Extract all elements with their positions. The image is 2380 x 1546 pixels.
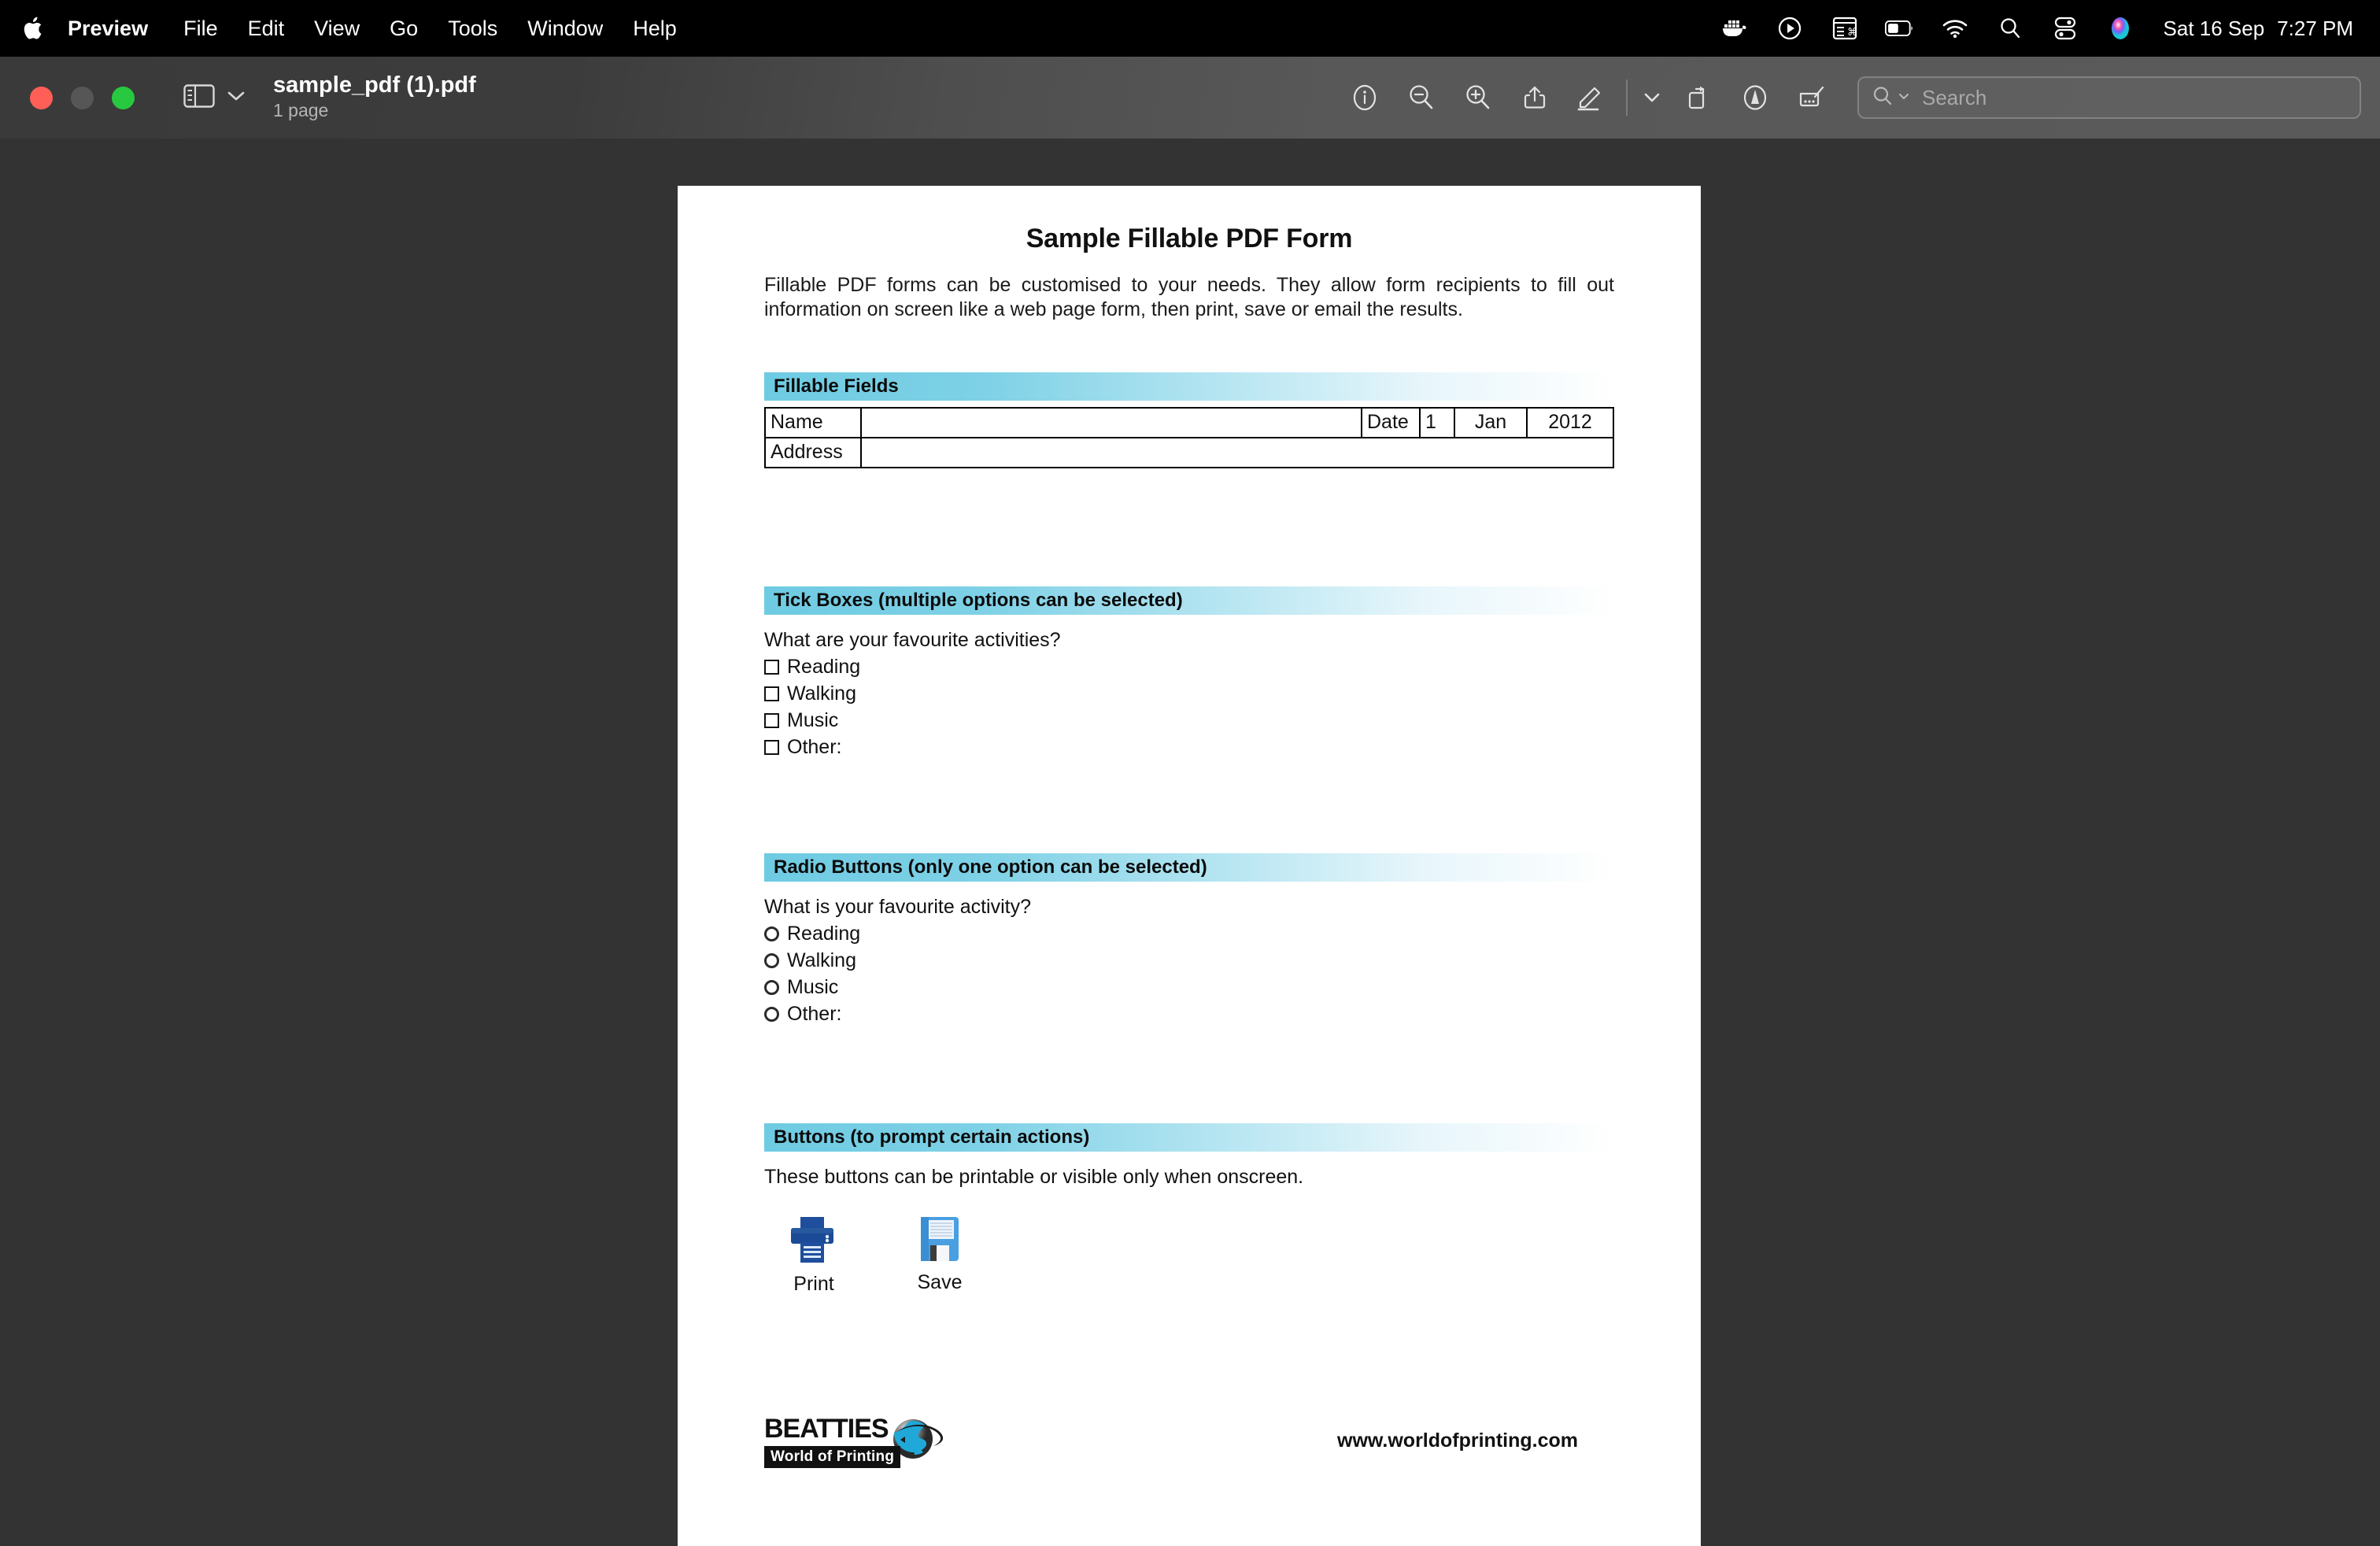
floppy-disk-icon	[918, 1252, 962, 1266]
rotate-icon[interactable]	[1670, 69, 1727, 126]
menu-item-help[interactable]: Help	[633, 17, 677, 40]
section-header-buttons: Buttons (to prompt certain actions)	[764, 1123, 1614, 1152]
checkbox-label-walking: Walking	[787, 682, 856, 705]
checkbox-label-reading: Reading	[787, 655, 861, 678]
checkbox-option-reading[interactable]	[764, 656, 1614, 679]
window-subtitle: 1 page	[273, 99, 329, 120]
cell-label-address: Address	[765, 438, 861, 468]
section-header-tick-boxes: Tick Boxes (multiple options can be selected)	[764, 586, 1614, 615]
save-button-label: Save	[917, 1270, 963, 1293]
checkbox-option-music[interactable]	[764, 709, 1614, 732]
checkbox-label-other: Other:	[787, 735, 842, 758]
cell-label-date: Date	[1362, 408, 1420, 438]
radio-label-music: Music	[787, 975, 839, 998]
section-radio-buttons	[741, 853, 1638, 1026]
radio-icon[interactable]	[764, 953, 779, 968]
svg-text:⌘: ⌘	[1846, 26, 1857, 38]
menu-item-preview[interactable]: Preview	[68, 17, 149, 40]
window-controls	[30, 87, 135, 109]
spotlight-search-icon[interactable]	[1995, 13, 2025, 43]
siri-icon[interactable]	[2105, 13, 2135, 43]
menu-item-edit[interactable]: Edit	[247, 17, 285, 40]
input-name[interactable]	[861, 408, 1362, 438]
fillable-fields-table	[764, 407, 1614, 468]
checkbox-label-music: Music	[787, 708, 839, 731]
print-button[interactable]	[777, 1215, 851, 1296]
radio-label-reading: Reading	[787, 922, 861, 945]
markup-pen-icon[interactable]	[1563, 69, 1620, 126]
page-title: Sample Fillable PDF Form	[1026, 224, 1353, 253]
sidebar-toggle-button[interactable]	[183, 83, 245, 113]
signature-icon[interactable]	[1783, 69, 1840, 126]
info-icon[interactable]	[1336, 69, 1393, 126]
sidebar-icon	[183, 83, 215, 113]
checkbox-icon[interactable]	[764, 713, 779, 728]
menu-bar-status-area	[1720, 13, 2360, 43]
toolbar-separator	[1626, 80, 1628, 116]
radio-label-walking: Walking	[787, 949, 856, 971]
radio-option-walking[interactable]	[764, 949, 1614, 972]
menu-bar-left	[20, 0, 692, 57]
control-center-icon[interactable]	[2050, 13, 2080, 43]
section-buttons	[741, 1123, 1638, 1296]
section-tick-boxes	[741, 586, 1638, 759]
window-title-block	[273, 72, 476, 122]
radio-icon[interactable]	[764, 1007, 779, 1022]
input-address[interactable]	[861, 438, 1613, 468]
checkbox-icon[interactable]	[764, 686, 779, 701]
menu-item-go[interactable]: Go	[390, 17, 419, 40]
menu-bar-time: 7:27 PM	[2277, 16, 2353, 40]
toolbar	[1336, 69, 2380, 126]
radio-option-other[interactable]	[764, 1003, 1614, 1026]
checkbox-icon[interactable]	[764, 740, 779, 755]
zoom-button[interactable]	[112, 87, 135, 109]
radio-icon[interactable]	[764, 980, 779, 995]
document-footer	[741, 1414, 1638, 1468]
cell-label-name: Name	[765, 408, 861, 438]
checkbox-option-walking[interactable]	[764, 682, 1614, 705]
logo-secondary-text: World of Printing	[764, 1446, 900, 1468]
printer-icon	[788, 1254, 840, 1267]
radio-label-other: Other:	[787, 1002, 842, 1025]
footer-url: www.worldofprinting.com	[1337, 1429, 1578, 1452]
question-radio-buttons: What is your favourite activity?	[764, 895, 1032, 918]
search-scope-chevron-down-icon[interactable]	[1898, 91, 1909, 105]
input-date-month[interactable]: Jan	[1454, 408, 1527, 438]
search-input-placeholder[interactable]: Search	[1922, 85, 1987, 109]
menu-item-window[interactable]: Window	[527, 17, 604, 40]
menu-item-file[interactable]: File	[183, 17, 218, 40]
print-button-label: Print	[793, 1272, 834, 1295]
search-field[interactable]	[1857, 76, 2361, 119]
search-icon	[1872, 85, 1894, 111]
table-row-address	[765, 438, 1613, 468]
table-row-name	[765, 408, 1613, 438]
beatties-logo	[764, 1414, 949, 1468]
share-icon[interactable]	[1506, 69, 1563, 126]
checkbox-option-other[interactable]	[764, 736, 1614, 759]
preview-window	[0, 57, 2380, 1546]
shortcuts-window-icon[interactable]	[1830, 13, 1860, 43]
wifi-icon[interactable]	[1940, 13, 1970, 43]
window-titlebar	[0, 57, 2380, 139]
input-date-day[interactable]: 1	[1420, 408, 1454, 438]
zoom-out-icon[interactable]	[1393, 69, 1450, 126]
minimize-button[interactable]	[71, 87, 94, 109]
window-title: sample_pdf (1).pdf	[273, 72, 476, 98]
play-circle-icon[interactable]	[1775, 13, 1805, 43]
annotate-icon[interactable]	[1727, 69, 1783, 126]
menu-item-view[interactable]: View	[314, 17, 360, 40]
section-fillable-fields	[741, 372, 1638, 468]
save-button[interactable]	[903, 1215, 977, 1296]
radio-option-music[interactable]	[764, 976, 1614, 999]
radio-icon[interactable]	[764, 926, 779, 941]
menu-bar-date: Sat 16 Sep	[2163, 16, 2265, 40]
menu-bar-clock[interactable]	[2164, 17, 2353, 41]
zoom-in-icon[interactable]	[1450, 69, 1506, 126]
logo-primary-text: BEATTIES	[764, 1413, 889, 1444]
checkbox-icon[interactable]	[764, 660, 779, 675]
close-button[interactable]	[30, 87, 53, 109]
input-date-year[interactable]: 2012	[1527, 408, 1613, 438]
section-header-radio-buttons: Radio Buttons (only one option can be selected)	[764, 853, 1614, 882]
action-buttons-row	[764, 1215, 1614, 1296]
document-canvas[interactable]	[0, 139, 2380, 1546]
markup-options-chevron-down-icon[interactable]	[1634, 69, 1670, 126]
radio-option-reading[interactable]	[764, 923, 1614, 945]
chevron-down-icon	[227, 91, 245, 105]
pdf-page	[678, 186, 1701, 1546]
buttons-description: These buttons can be printable or visible only when onscreen.	[764, 1165, 1304, 1188]
section-header-fillable-fields: Fillable Fields	[764, 372, 1614, 401]
question-tick-boxes: What are your favourite activities?	[764, 628, 1061, 651]
docker-icon[interactable]	[1720, 13, 1750, 43]
menu-item-tools[interactable]: Tools	[448, 17, 498, 40]
macos-menu-bar	[0, 0, 2380, 57]
battery-icon[interactable]	[1885, 13, 1915, 43]
intro-paragraph: Fillable PDF forms can be customised to your needs. They allow form recipients to fill out information on screen like a web page form, then print, save or email the results.	[764, 274, 1614, 320]
apple-logo-icon[interactable]	[20, 13, 47, 44]
